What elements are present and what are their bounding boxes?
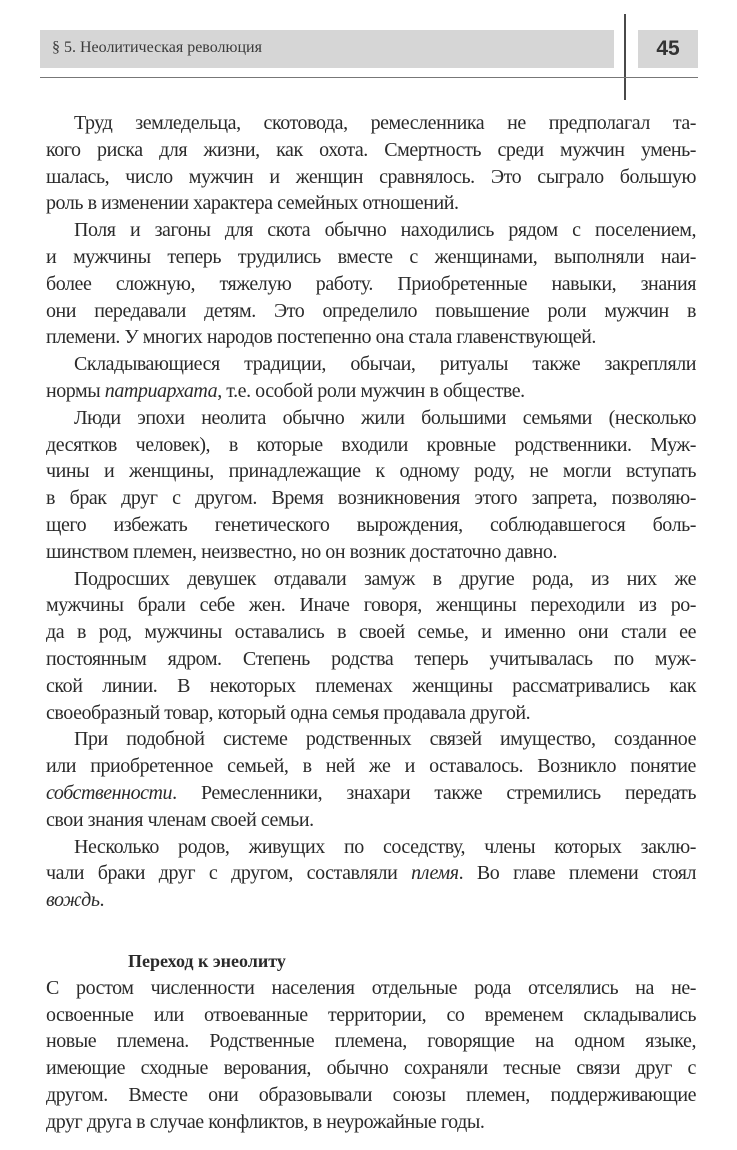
text-line: чины и женщины, принадлежащие к одному роду, не могли вступать xyxy=(46,460,696,483)
text-line: ской линии. В некоторых племенах женщины рассматривались как xyxy=(46,674,696,697)
text-line: шалась, число мужчин и женщин сравнялось. Это сыграло большую xyxy=(46,165,696,188)
text-line: десятков человек), в которые входили кровные родственники. Муж- xyxy=(46,433,696,456)
text-line: щего избежать генетического вырождения, соблюдавшегося боль- xyxy=(46,513,696,536)
text-line: роль в изменении характера семейных отношений. xyxy=(46,192,459,215)
text-line: собственности. Ремесленники, знахари также стремились передать xyxy=(46,781,696,804)
page-number: 45 xyxy=(656,37,680,60)
text-line: чали браки друг с другом, составляли племя. Во главе племени стоял xyxy=(46,862,696,885)
text-line: они передавали детям. Это определило повышение роли мужчин в xyxy=(46,299,696,322)
header-divider xyxy=(624,14,626,100)
text-line: вождь. xyxy=(46,889,105,912)
text-line: Подросших девушек отдавали замуж в другие рода, из них же xyxy=(74,567,696,590)
text-line: да в род, мужчины оставались в своей семье, и именно они стали ее xyxy=(46,621,696,644)
text-line: Люди эпохи неолита обычно жили большими семьями (несколько xyxy=(74,406,696,429)
header-rule xyxy=(40,77,698,78)
text-line: Складывающиеся традиции, обычаи, ритуалы также закрепляли xyxy=(74,353,696,376)
text-line: в брак друг с другом. Время возникновения этого запрета, позволяю- xyxy=(46,487,696,510)
text-line: кого риска для жизни, как охота. Смертность среди мужчин умень- xyxy=(46,138,696,161)
term-property: собственности xyxy=(46,781,173,804)
text-line: Несколько родов, живущих по соседству, члены которых заклю- xyxy=(74,835,696,858)
section-title: § 5. Неолитическая революция xyxy=(52,39,262,56)
text-line: При подобной системе родственных связей имущество, созданное xyxy=(74,728,696,751)
text-line: освоенные или отвоеванные территории, со временем складывались xyxy=(46,1003,696,1026)
text-line: друг друга в случае конфликтов, в неурожайные годы. xyxy=(46,1110,485,1133)
text-line: постоянным ядром. Степень родства теперь учитывалась по муж- xyxy=(46,647,696,670)
text-line: или приобретенное семьей, в ней же и оставалось. Возникло понятие xyxy=(46,755,696,778)
text-line: и мужчины теперь трудились вместе с женщинами, выполняли наи- xyxy=(46,245,696,268)
text-line: племени. У многих народов постепенно она стала главенствующей. xyxy=(46,326,596,349)
body-text xyxy=(46,110,696,1135)
text-line: более сложную, тяжелую работу. Приобретенные навыки, знания xyxy=(46,272,696,295)
text-line: другом. Вместе они образовывали союзы племен, поддерживающие xyxy=(46,1083,696,1106)
text-line: свои знания членам своей семьи. xyxy=(46,808,314,831)
text-line: Труд земледельца, скотовода, ремесленника не предполагал та- xyxy=(74,112,696,134)
term-chief: вождь xyxy=(46,889,100,912)
text-line: мужчины брали себе жен. Иначе говоря, женщины переходили из ро- xyxy=(46,594,696,617)
section-heading: Переход к энеолиту xyxy=(128,950,286,971)
term-tribe: племя xyxy=(411,862,459,885)
text-line: своеобразный товар, который одна семья продавала другой. xyxy=(46,701,531,724)
text-line: шинством племен, неизвестно, но он возник достаточно давно. xyxy=(46,540,558,563)
term-patriarchy: патриархата xyxy=(104,379,218,402)
text-line: Поля и загоны для скота обычно находились рядом с поселением, xyxy=(74,219,696,242)
text-line: имеющие сходные верования, обычно сохраняли тесные связи друг с xyxy=(46,1057,696,1080)
text-line: новые племена. Родственные племена, говорящие на одном языке, xyxy=(46,1030,696,1053)
text-line: С ростом численности населения отдельные рода отселялись на не- xyxy=(46,976,696,999)
text-line: нормы патриархата, т.е. особой роли мужчин в обществе. xyxy=(46,379,525,402)
